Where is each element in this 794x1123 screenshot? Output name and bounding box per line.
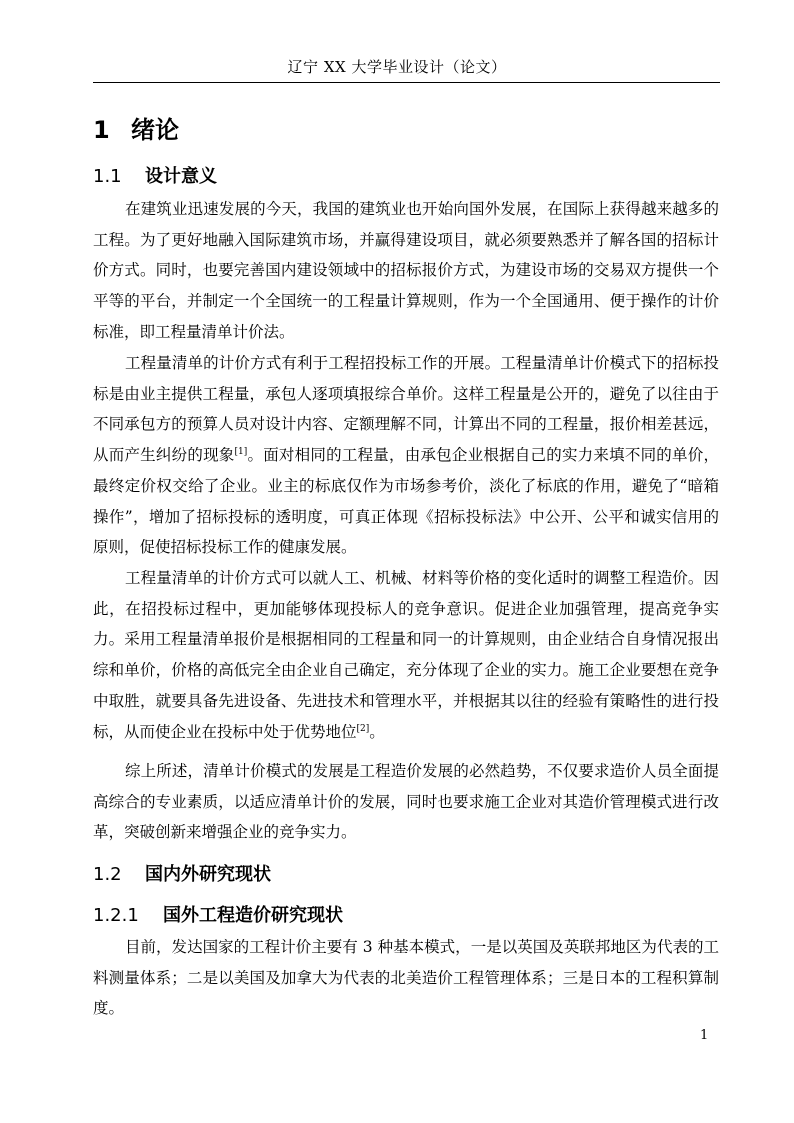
page-header: 辽宁 XX 大学毕业设计（论文） bbox=[287, 58, 507, 76]
subsection-heading-1-2-1 bbox=[93, 901, 343, 927]
section-heading-1-1 bbox=[93, 162, 217, 188]
chapter-heading bbox=[93, 110, 179, 145]
paragraph-3 bbox=[93, 563, 719, 747]
section-number: 1.1 bbox=[93, 166, 122, 187]
citation-1: [1] bbox=[234, 447, 248, 458]
chapter-number: 1 bbox=[93, 116, 110, 144]
paragraph-2-part-a: 工程量清单的计价方式有利于工程招投标工作的开展。工程量清单计价模式下的招标投标是由业主提供工程量，承包人逐项填报综合单价。这样工程量是公开的，避免了以往由于不同承包方的预算人员对设计内容、定额理解不同，计算出不同的工程量，报价相差甚远，从而产生纠纷的现象 bbox=[93, 354, 719, 465]
citation-2: [2] bbox=[356, 723, 370, 734]
paragraph-5: 目前，发达国家的工程计价主要有 3 种基本模式，一是以英国及英联邦地区为代表的工料测量体系；二是以美国及加拿大为代表的北美造价工程管理体系；三是日本的工程积算制度。 bbox=[93, 938, 719, 1018]
paragraph-4: 综上所述，清单计价模式的发展是工程造价发展的必然趋势，不仅要求造价人员全面提高综合的专业素质，以适应清单计价的发展，同时也要求施工企业对其造价管理模式进行改革，突破创新来增强企业的竞争实力。 bbox=[93, 762, 719, 842]
chapter-title: 绪论 bbox=[131, 116, 179, 144]
paragraph-3-part-a: 工程量清单的计价方式可以就人工、机械、材料等价格的变化适时的调整工程造价。因此，在招投标过程中，更加能够体现投标人的竞争意识。促进企业加强管理，提高竞争实力。采用工程量清单报价是根据相同的工程量和同一的计算规则，由企业结合自身情况报出综和单价，价格的高低完全由企业自己确定，充分体现了企业的实力。施工企业要想在竞争中取胜，就要具备先进设备、先进技术和管理水平，并根据其以往的经验有策略性的进行投标，从而使企业在投标中处于优势地位 bbox=[93, 569, 719, 741]
subsection-title: 国外工程造价研究现状 bbox=[163, 905, 343, 926]
section-number: 1.2 bbox=[93, 864, 122, 885]
paragraph-2 bbox=[93, 348, 719, 563]
paragraph-2-part-b: 。面对相同的工程量，由承包企业根据自己的实力来填不同的单价，最终定价权交给了企业。业主的标底仅作为市场参考价，淡化了标底的作用，避免了“暗箱操作”，增加了招标投标的透明度，可真正体现《招标投标法》中公开、公平和诚实信用的原则，促使招标投标工作的健康发展。 bbox=[93, 446, 719, 557]
section-title: 国内外研究现状 bbox=[145, 864, 271, 885]
section-heading-1-2 bbox=[93, 860, 271, 886]
subsection-number: 1.2.1 bbox=[93, 905, 139, 926]
paragraph-3-part-b: 。 bbox=[369, 722, 385, 741]
paragraph-1: 在建筑业迅速发展的今天，我国的建筑业也开始向国外发展，在国际上获得越来越多的工程。为了更好地融入国际建筑市场，并赢得建设项目，就必须要熟悉并了解各国的招标计价方式。同时，也要完善国内建设领域中的招标报价方式，为建设市场的交易双方提供一个平等的平台，并制定一个全国统一的工程量计算规则，作为一个全国通用、便于操作的计价标准，即工程量清单计价法。 bbox=[93, 200, 719, 341]
page-number: 1 bbox=[700, 1028, 709, 1043]
section-title: 设计意义 bbox=[145, 166, 217, 187]
header-rule bbox=[93, 82, 720, 83]
